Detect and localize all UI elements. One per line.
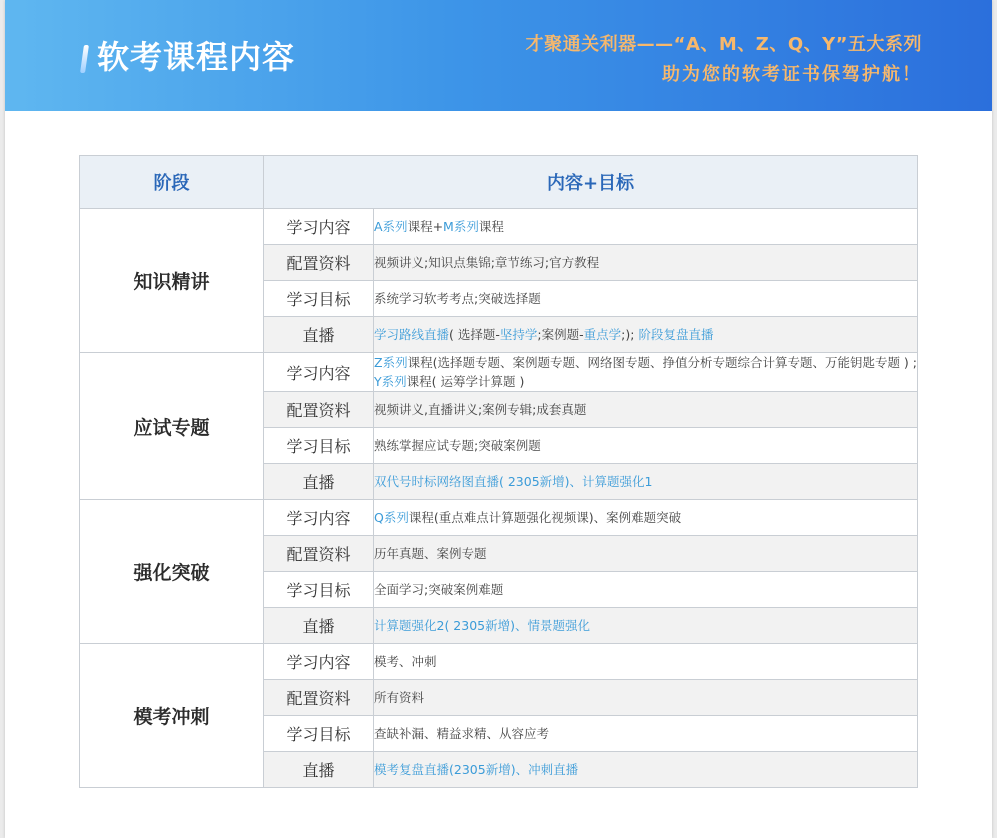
- row-label: 配置资料: [264, 536, 374, 572]
- row-content: [374, 536, 918, 572]
- row-label: 学习内容: [264, 500, 374, 536]
- row-label: 配置资料: [264, 245, 374, 281]
- row-content: [374, 353, 918, 392]
- slogan-line-1: 才聚通关利器——“A、M、Z、Q、Y”五大系列: [525, 34, 922, 55]
- highlight-text: 坚持学: [499, 327, 538, 342]
- row-label: 学习目标: [264, 281, 374, 317]
- row-content: [374, 245, 918, 281]
- row-content: [374, 644, 918, 680]
- content-text: 课程+: [407, 219, 444, 234]
- stage-name: 强化突破: [80, 500, 264, 644]
- header-content: 内容+目标: [264, 156, 918, 209]
- slogan-line-2: 助为您的软考证书保驾护航！: [662, 64, 922, 85]
- content-text: ;);: [621, 327, 639, 342]
- highlight-text: A系列: [374, 219, 408, 234]
- content-text: 模考、冲刺: [374, 654, 437, 669]
- row-content: [374, 209, 918, 245]
- stage-name: 应试专题: [80, 353, 264, 500]
- title-accent-bar: [80, 45, 89, 73]
- content-text: 课程: [478, 219, 504, 234]
- content-text: 课程(重点难点计算题强化视频课)、案例难题突破: [408, 510, 682, 525]
- highlight-text: 计算题强化2( 2305新增)、情景题强化: [374, 618, 590, 633]
- content-text: 查缺补漏、精益求精、从容应考: [374, 726, 550, 741]
- row-label: 直播: [264, 608, 374, 644]
- page-title: 软考课程内容: [97, 38, 296, 76]
- table-header-row: [80, 156, 918, 209]
- highlight-text: 学习路线直播: [374, 327, 450, 342]
- content-text: 系统学习软考考点;突破选择题: [374, 291, 541, 306]
- content-text: ;案例题-: [537, 327, 584, 342]
- row-content: [374, 716, 918, 752]
- row-content: [374, 281, 918, 317]
- header-stage: 阶段: [80, 156, 264, 209]
- content-text: 所有资料: [374, 690, 425, 705]
- highlight-text: 模考复盘直播(2305新增)、冲刺直播: [374, 762, 579, 777]
- row-label: 配置资料: [264, 392, 374, 428]
- row-content: [374, 464, 918, 500]
- row-label: 直播: [264, 752, 374, 788]
- table-row: [80, 209, 918, 245]
- highlight-text: M系列: [443, 219, 479, 234]
- row-label: 学习目标: [264, 716, 374, 752]
- row-content: [374, 752, 918, 788]
- row-content: [374, 428, 918, 464]
- row-content: [374, 317, 918, 353]
- content-text: 视频讲义;知识点集锦;章节练习;官方教程: [374, 255, 600, 270]
- document-page: [5, 0, 992, 838]
- course-table: [79, 155, 918, 788]
- highlight-text: Y系列: [374, 374, 407, 389]
- content-text: 课程( 运筹学计算题 ): [406, 374, 525, 389]
- highlight-text: 阶段复盘直播: [638, 327, 714, 342]
- row-content: [374, 572, 918, 608]
- content-text: ( 选择题-: [449, 327, 500, 342]
- row-label: 学习内容: [264, 353, 374, 392]
- row-label: 学习内容: [264, 209, 374, 245]
- highlight-text: Z系列: [374, 355, 408, 370]
- stage-name: 模考冲刺: [80, 644, 264, 788]
- row-label: 直播: [264, 464, 374, 500]
- course-table-body: [80, 209, 918, 788]
- row-label: 学习内容: [264, 644, 374, 680]
- content-text: 视频讲义,直播讲义;案例专辑;成套真题: [374, 402, 587, 417]
- row-label: 学习目标: [264, 428, 374, 464]
- row-label: 学习目标: [264, 572, 374, 608]
- highlight-text: 双代号时标网络图直播( 2305新增)、计算题强化1: [374, 474, 653, 489]
- content-text: 全面学习;突破案例难题: [374, 582, 504, 597]
- row-label: 直播: [264, 317, 374, 353]
- row-content: [374, 680, 918, 716]
- table-row: [80, 353, 918, 392]
- highlight-text: Q系列: [374, 510, 409, 525]
- content-text: 熟练掌握应试专题;突破案例题: [374, 438, 541, 453]
- highlight-text: 重点学: [583, 327, 622, 342]
- header-banner: [5, 0, 992, 111]
- content-text: 历年真题、案例专题: [374, 546, 487, 561]
- table-row: [80, 644, 918, 680]
- row-label: 配置资料: [264, 680, 374, 716]
- row-content: [374, 392, 918, 428]
- row-content: [374, 608, 918, 644]
- content-text: 课程(选择题专题、案例题专题、网络图专题、挣值分析专题综合计算专题、万能钥匙专题 ) ;: [407, 355, 917, 370]
- row-content: [374, 500, 918, 536]
- stage-name: 知识精讲: [80, 209, 264, 353]
- table-row: [80, 500, 918, 536]
